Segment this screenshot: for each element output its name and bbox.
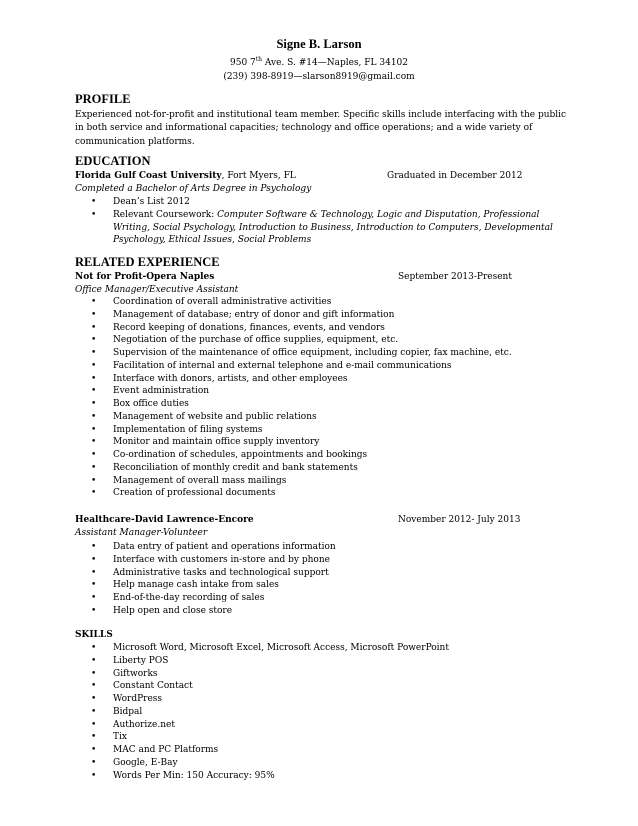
job-title: Assistant Manager-Volunteer [75, 528, 208, 538]
address-line: 950 7th Ave. S. #14—Naples, FL 34102 [230, 56, 408, 68]
list-item: • Help manage cash intake from sales [75, 579, 336, 592]
job-duties-list [75, 296, 512, 500]
education-heading: EDUCATION [75, 154, 151, 168]
list-item: • Creation of professional documents [75, 487, 512, 500]
list-item: • Interface with donors, artists, and other employees [75, 373, 512, 386]
profile-heading: PROFILE [75, 92, 131, 106]
list-item: • Management of database; entry of donor and gift information [75, 309, 512, 322]
list-item: • Administrative tasks and technological support [75, 567, 336, 580]
list-item: • Management of website and public relations [75, 411, 512, 424]
list-item: • Constant Contact [75, 680, 449, 693]
list-item: • WordPress [75, 693, 449, 706]
list-item: • Management of overall mass mailings [75, 475, 512, 488]
school-location: , Fort Myers, FL [221, 171, 296, 181]
list-item: • Relevant Coursework: Computer Software & Technology, Logic and Disputation, Professional Writing, Social Psychology, Introduction to Business, Introduction to Computers, Developmental Psychology, Ethical Issues, Social Problems [75, 209, 573, 247]
list-item: • Words Per Min: 150 Accuracy: 95% [75, 770, 449, 783]
list-item: • Box office duties [75, 398, 512, 411]
list-item: • Bidpal [75, 706, 449, 719]
education-list [75, 196, 573, 247]
list-item: • Tix [75, 731, 449, 744]
list-item: • Record keeping of donations, finances, events, and vendors [75, 322, 512, 335]
school-name: Florida Gulf Coast University [75, 171, 222, 181]
list-item: • Authorize.net [75, 719, 449, 732]
list-item: • Interface with customers in-store and by phone [75, 554, 336, 567]
skills-list [75, 642, 449, 782]
list-item: • Monitor and maintain office supply inventory [75, 436, 512, 449]
list-item: • Giftworks [75, 668, 449, 681]
list-item: • Facilitation of internal and external telephone and e-mail communications [75, 360, 512, 373]
applicant-name: Signe B. Larson [276, 37, 362, 51]
list-item: • Reconciliation of monthly credit and bank statements [75, 462, 512, 475]
job-org: Not for Profit-Opera Naples [75, 272, 215, 282]
skills-heading: SKILLS [75, 630, 113, 640]
graduation-date: Graduated in December 2012 [387, 171, 523, 181]
list-item: • Data entry of patient and operations information [75, 541, 336, 554]
list-item: • End-of-the-day recording of sales [75, 592, 336, 605]
job-duties-list [75, 541, 336, 618]
list-item: • MAC and PC Platforms [75, 744, 449, 757]
list-item: • Coordination of overall administrative activities [75, 296, 512, 309]
job-dates: November 2012- July 2013 [398, 515, 521, 525]
list-item: • Liberty POS [75, 655, 449, 668]
job-dates: September 2013-Present [398, 272, 512, 282]
list-item: • Dean’s List 2012 [75, 196, 573, 209]
job-org: Healthcare-David Lawrence-Encore [75, 515, 254, 525]
profile-text: Experienced not-for-profit and institutional team member. Specific skills include interfacing with the public in both service and informational capacities; technology and office operations; and a wide variety of communication platforms. [75, 110, 567, 147]
list-item: • Implementation of filing systems [75, 424, 512, 437]
phone-email-line: (239) 398-8919—slarson8919@gmail.com [223, 72, 415, 82]
list-item: • Event administration [75, 385, 512, 398]
list-item: • Help open and close store [75, 605, 336, 618]
list-item: • Negotiation of the purchase of office supplies, equipment, etc. [75, 334, 512, 347]
list-item: • Co-ordination of schedules, appointments and bookings [75, 449, 512, 462]
list-item: • Microsoft Word, Microsoft Excel, Microsoft Access, Microsoft PowerPoint [75, 642, 449, 655]
experience-heading: RELATED EXPERIENCE [75, 255, 220, 269]
resume-header [0, 36, 638, 84]
list-item: • Supervision of the maintenance of office equipment, including copier, fax machine, etc. [75, 347, 512, 360]
job-title: Office Manager/Executive Assistant [75, 285, 239, 295]
degree: Completed a Bachelor of Arts Degree in Psychology [75, 184, 312, 194]
education-school-line [75, 170, 296, 183]
list-item: • Google, E-Bay [75, 757, 449, 770]
